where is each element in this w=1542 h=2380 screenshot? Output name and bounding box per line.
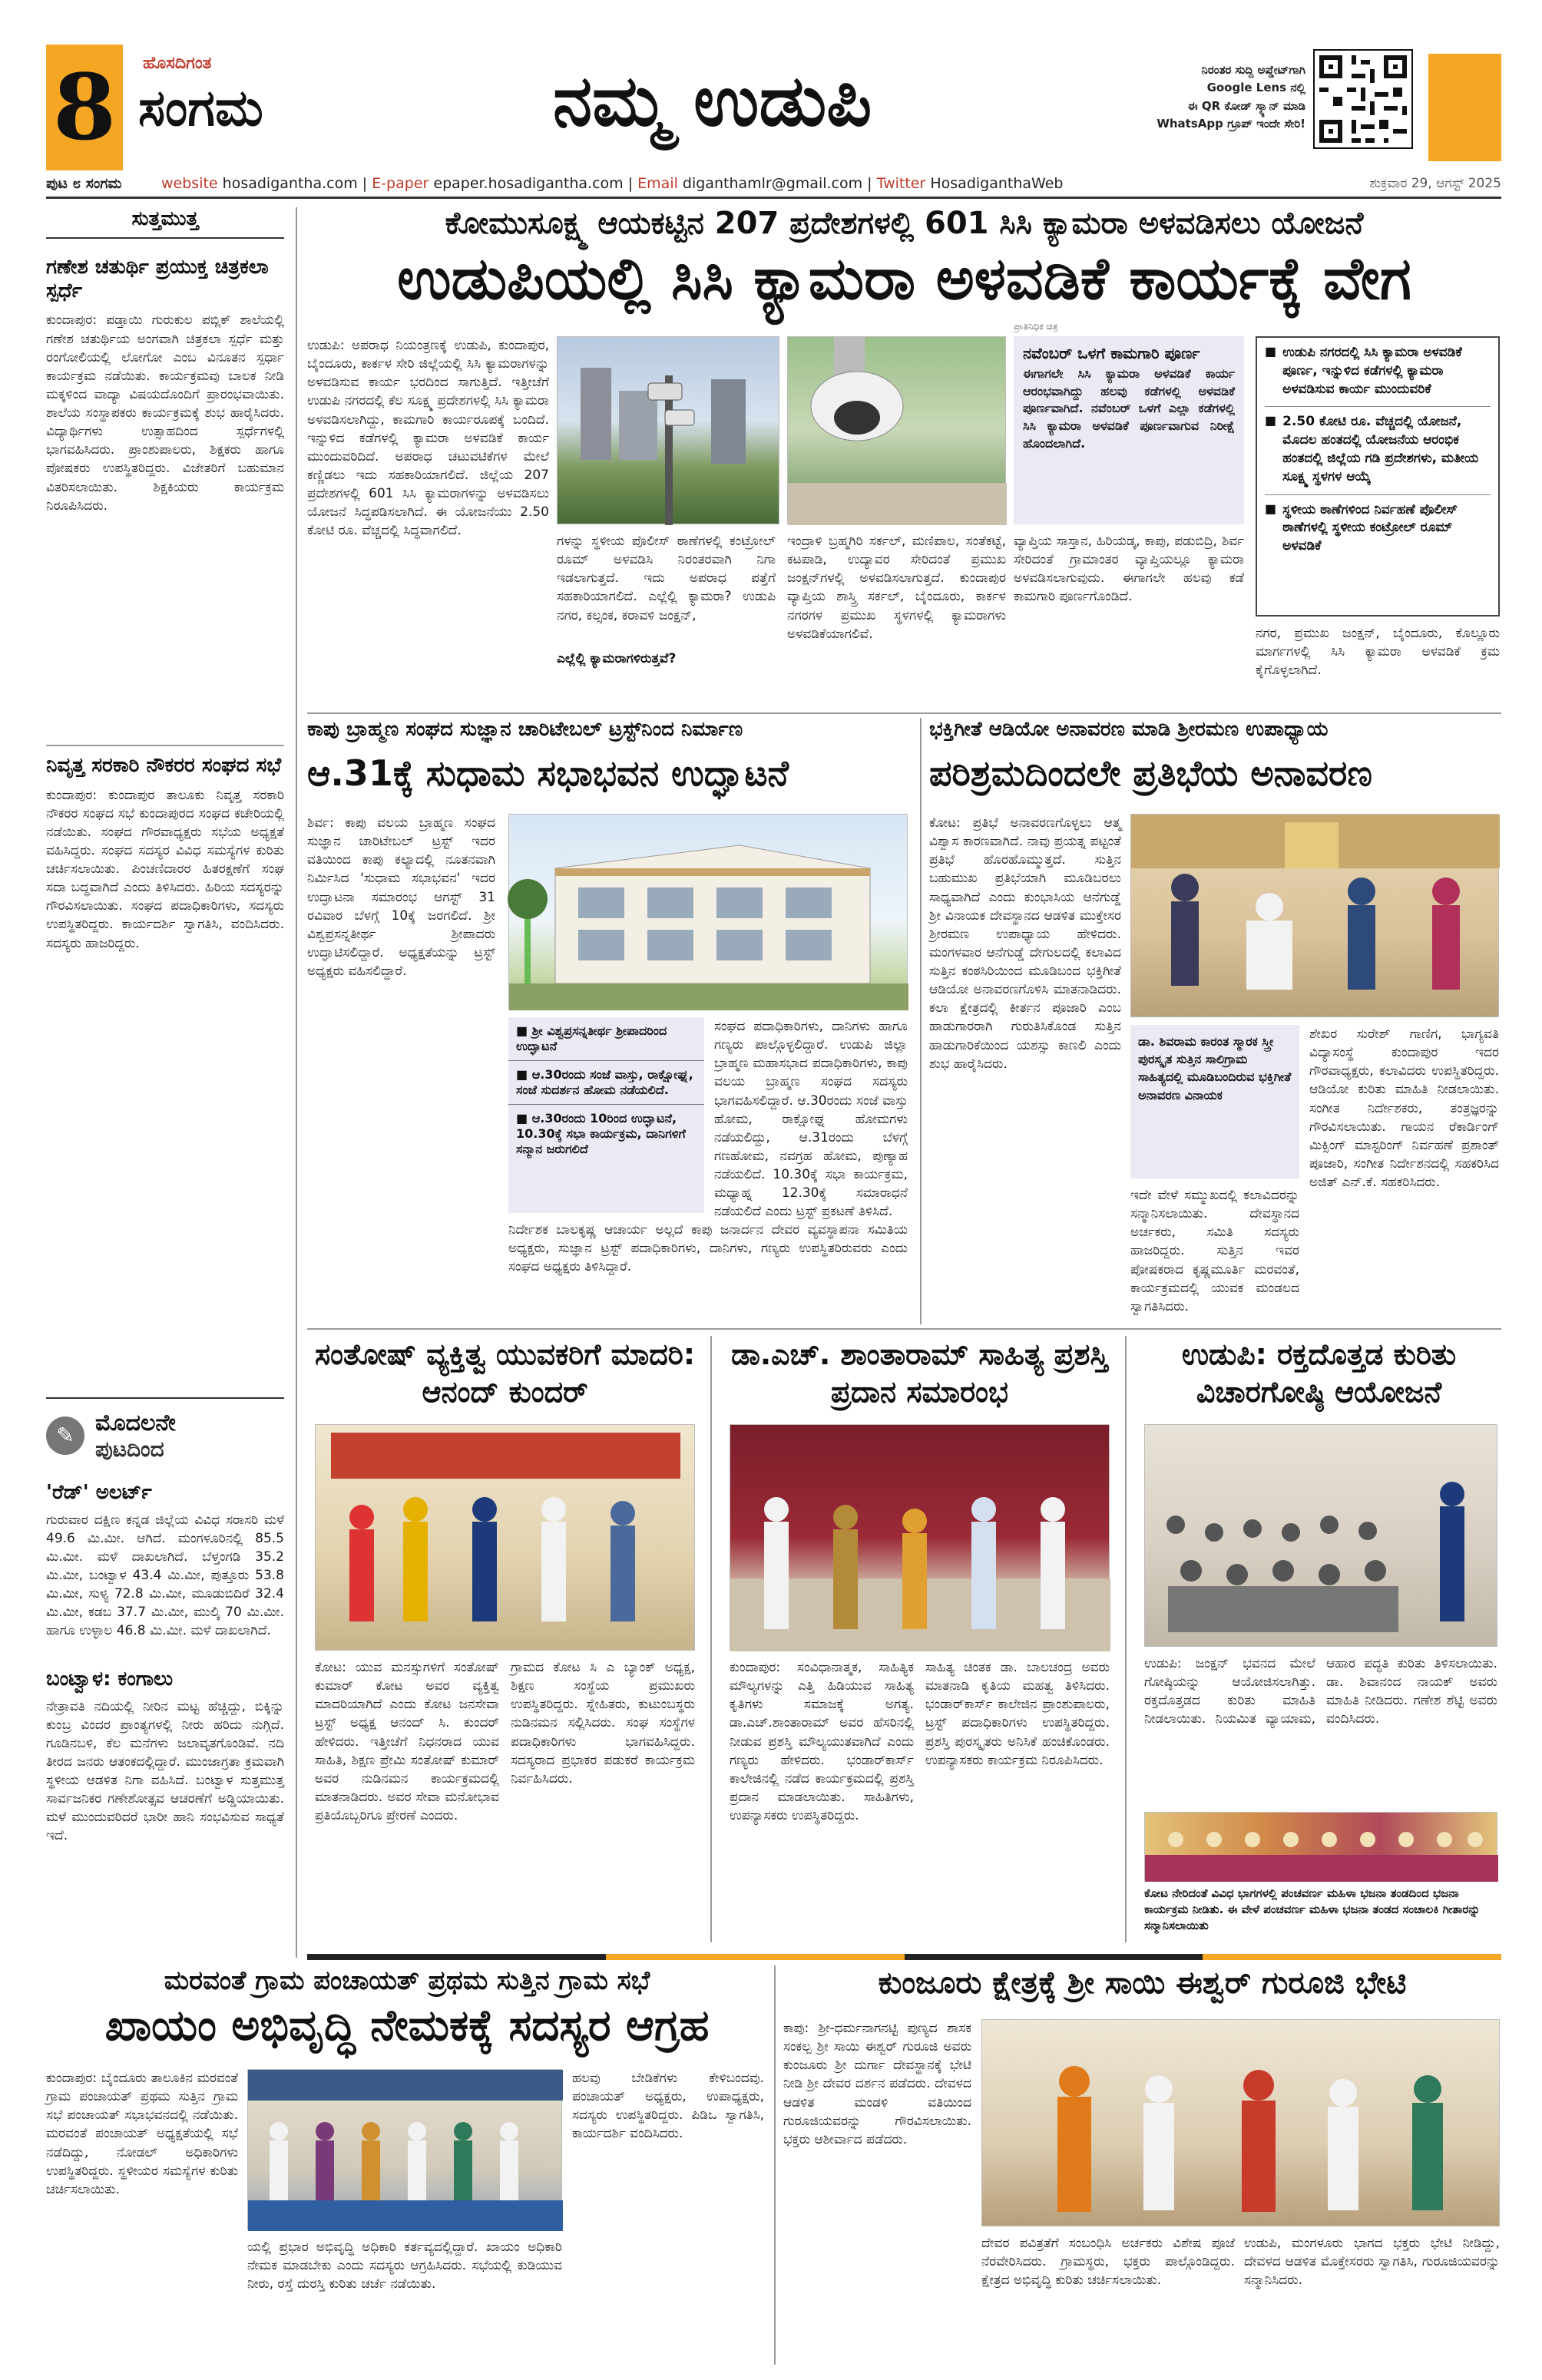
sidebar-story-3-headline: 'ರೆಡ್' ಅಲರ್ಟ್ <box>46 1480 152 1504</box>
lead-bullet-text: ಸ್ಥಳೀಯ ಠಾಣೆಗಳಿಂದ ನಿರ್ವಹಣೆ ಪೊಲೀಸ್ ಠಾಣೆಗಳಲ್ಲಿ ಸ್ಥಳೀಯ ಕಂಟ್ರೋಲ್ ರೂಮ್ ಅಳವಡಿಕೆ <box>1282 501 1458 554</box>
contact-links: website hosadigantha.com | E-paper epaper.hosadigantha.com | Email diganthamlr@gmail.com | Twitter HosadiganthaWeb <box>161 175 1064 192</box>
bullet-square-icon: ■ <box>1265 413 1277 428</box>
sidebar-divider <box>296 207 297 1958</box>
kunjuru-headline: ಕುಂಜೂರು ಕ್ಷೇತ್ರಕ್ಕೆ ಶ್ರೀ ಸಾಯಿ ಈಶ್ವರ್ ಗುರೂಜಿ ಭೇಟಿ <box>878 1965 1407 2001</box>
kunjuru-body-1: ಕಾಪು: ಶ್ರೀ-ಧರ್ಮನಾಗನಟ್ಟಿ ಪುಣ್ಯದ ಶಾಸಕ ಸಂಕಲ್ಪ ಶ್ರೀ ಸಾಯಿ ಈಶ್ವರ್ ಗುರೂಜಿ ಅವರು ಕುಂಜೂರು ಶ್ರೀ ದುರ್ಗಾ ದೇವಸ್ಥಾನಕ್ಕೆ ಭೇಟಿ ನೀಡಿ ಶ್ರೀ ದೇವರ ದರ್ಶನ ಪಡೆದರು. ದೇವಳದ ಆಡಳಿತ ಮಂಡಳಿ ವತಿಯಿಂದ ಗುರೂಜಿಯವರನ್ನು ಗೌರವಿಸಲಾಯಿತು. ಭಕ್ತರು ಆಶೀರ್ವಾದ ಪಡೆದರು. <box>783 2021 971 2147</box>
gram-sabha-photo <box>247 2069 562 2230</box>
divider <box>46 745 284 746</box>
lead-bullet-text: 2.50 ಕೋಟಿ ರೂ. ವೆಚ್ಚದಲ್ಲಿ ಯೋಜನೆ, ಮೊದಲ ಹಂತದಲ್ಲಿ ಯೋಜನೆಯ ಆರಂಭಿಕ ಹಂತದಲ್ಲಿ ಜಿಲ್ಲೆಯ ಗಡಿ ಪ್ರದೇಶಗಳು, ಮತೀಯ ಸೂಕ್ಷ್ಮ ಸ್ಥಳಗಳ ಆಯ್ಕೆ <box>1282 414 1479 484</box>
lead-bullet-text: ಉಡುಪಿ ನಗರದಲ್ಲಿ ಸಿಸಿ ಕ್ಯಾಮರಾ ಅಳವಡಿಕೆ ಪೂರ್ಣ, ಇನ್ನುಳಿದ ಕಡೆಗಳಲ್ಲಿ ಕ್ಯಾಮರಾ ಅಳವಡಿಸುವ ಕಾರ್ಯ ಮುಂದುವರಿಕೆ <box>1282 345 1462 397</box>
blood-headline: ಉಡುಪಿ: ರಕ್ತದೊತ್ತಡ ಕುರಿತು ವಿಚಾರಗೋಷ್ಠಿ ಆಯೋಜನೆ <box>1181 1337 1457 1410</box>
epaper-label: E-paper <box>372 175 429 192</box>
divider <box>774 1965 776 2365</box>
brand-name-small: ಹೊಸದಿಗಂತ <box>143 54 212 73</box>
bullet-square-icon: ■ <box>1265 501 1277 516</box>
lead-bullet <box>1265 494 1491 556</box>
epaper-link[interactable]: epaper.hosadigantha.com <box>433 175 624 192</box>
kunjuru-story <box>783 1965 1501 2365</box>
info-bar <box>46 172 1501 195</box>
sidebar <box>46 207 284 1935</box>
twitter-link[interactable]: HosadiganthaWeb <box>930 175 1064 192</box>
kaapu-body-3: ನಿರ್ದೇಶಕ ಬಾಲಕೃಷ್ಣ ಆಚಾರ್ಯ ಅಲ್ಲದೆ ಕಾಪು ಜನಾರ್ದನ ದೇವರ ವ್ಯವಸ್ಥಾಪನಾ ಸಮಿತಿಯ ಅಧ್ಯಕ್ಷರು, ಸುಜ್ಞಾನ ಟ್ರಸ್ಟ್ ಪದಾಧಿಕಾರಿಗಳು, ದಾನಿಗಳು, ಗಣ್ಯರು ಉಪಸ್ಥಿತರಿರುವರು ಎಂದು ಸಂಘದ ಅಧ್ಯಕ್ಷರು ತಿಳಿಸಿದ್ದಾರೆ. <box>508 1222 908 1275</box>
lead-bullet <box>1265 344 1491 398</box>
kunjuru-body-2: ದೇವರ ಪವಿತ್ರತೆಗೆ ಸಂಬಂಧಿಸಿ ಅರ್ಚಕರು ವಿಶೇಷ ಪೂಜೆ ನೆರವೇರಿಸಿದರು. ಗ್ರಾಮಸ್ಥರು, ಭಕ್ತರು ಪಾಲ್ಗೊಂಡಿದ್ದರು. ಕ್ಷೇತ್ರದ ಅಭಿವೃದ್ಧಿ ಕುರಿತು ಚರ್ಚಿಸಲಾಯಿತು. <box>981 2236 1235 2289</box>
kaapu-infobox <box>508 1017 704 1213</box>
lead-col-2-subhead: ಎಲ್ಲೆಲ್ಲಿ ಕ್ಯಾಮರಾಗಳಿರುತ್ತವೆ? <box>557 651 776 666</box>
qr-instructions <box>1113 61 1305 133</box>
bhajan-caption: ಕೋಟ ನೇರಿದಂತೆ ವಿವಿಧ ಭಾಗಗಳಲ್ಲಿ ಪಂಚವರ್ಣ ಮಹಿಳಾ ಭಜನಾ ತಂಡದಿಂದ ಭಜನಾ ಕಾರ್ಯಕ್ರಮ ನೀಡಿತು. ಈ ವೇಳೆ ಪಂಚವರ್ಣ ಮಹಿಳಾ ಭಜನಾ ತಂಡದ ಸಂಚಾಲಕಿ ಗೀತಾರನ್ನು ಸನ್ಮಾನಿಸಲಾಯಿತು <box>1144 1886 1481 1932</box>
maravanthe-headline: ಖಾಯಂ ಅಭಿವೃದ್ಧಿ ನೇಮಕಕ್ಕೆ ಸದಸ್ಯರ ಆಗ್ರಹ <box>104 2001 710 2051</box>
qr-code-icon[interactable] <box>1313 49 1413 149</box>
santosh-event-photo <box>315 1424 695 1651</box>
sidebar-story-4-headline: ಬಂಟ್ವಾಳ: ಕಂಗಾಲು <box>46 1667 174 1691</box>
city-title: ನಮ್ಮ ಉಡುಪಿ <box>553 60 872 142</box>
bhakti-body-4-text: ಗಾಯನ ರೆಕಾರ್ಡಿಂಗ್ ಮಿಕ್ಸಿಂಗ್ ಮಾಸ್ಟರಿಂಗ್ ನಿರ್ವಹಣೆ ಪ್ರಶಾಂತ್ ಪೂಜಾರಿ, ಸಂಗೀತ ನಿರ್ದೇಶನದಲ್ಲಿ ಸಹಕರಿಸಿದ ಅಜಿತ್ ಎನ್.ಕೆ. ಸಹಕರಿಸಿದರು. <box>1309 1119 1500 1190</box>
decorative-block <box>1428 54 1501 161</box>
sidebar-story-2-body: ಕುಂದಾಪುರ: ಕುಂದಾಪುರ ತಾಲೂಕು ನಿವೃತ್ತ ಸರಕಾರಿ ನೌಕರರ ಸಂಘದ ಸಭೆ ಕುಂದಾಪುರದ ಸಂಘದ ಕಚೇರಿಯಲ್ಲಿ ನಡೆಯಿತು. ಸಂಘದ ಗೌರವಾಧ್ಯಕ್ಷರು ಸಭೆಯ ಅಧ್ಯಕ್ಷತೆ ವಹಿಸಿದ್ದರು. ಸಂಘದ ಸದಸ್ಯರ ವಿವಿಧ ಸಮಸ್ಯೆಗಳ ಕುರಿತು ಚರ್ಚಿಸಲಾಯಿತು. ಪಿಂಚಣಿದಾರರ ಹಿತರಕ್ಷಣೆಗೆ ಸಂಘ ಸದಾ ಬದ್ಧವಾಗಿದೆ ಎಂದು ತಿಳಿಸಿದರು. ಹಿರಿಯ ಸದಸ್ಯರನ್ನು ಗೌರವಿಸಲಾಯಿತು. ಸಂಘದ ಪದಾಧಿಕಾರಿಗಳು, ಸದಸ್ಯರು ಉಪಸ್ಥಿತರಿದ್ದರು. ಕಾರ್ಯದರ್ಶಿ ಸ್ವಾಗತಿಸಿ, ವಂದಿಸಿದರು. ಸದಸ್ಯರು ಹಾಜರಿದ್ದರು. <box>46 787 284 951</box>
divider <box>1125 1336 1127 1942</box>
divider <box>307 712 1501 714</box>
lead-col-1: ಉಡುಪಿ: ಅಪರಾಧ ನಿಯಂತ್ರಣಕ್ಕೆ ಉಡುಪಿ, ಕುಂದಾಪುರ, ಬೈಂದೂರು, ಕಾರ್ಕಳ ಸೇರಿ ಜಿಲ್ಲೆಯಲ್ಲಿ ಸಿಸಿ ಕ್ಯಾಮರಾಗಳನ್ನು ಅಳವಡಿಸುವ ಕಾರ್ಯ ಭರದಿಂದ ಸಾಗುತ್ತಿದೆ. ಇತ್ತೀಚೆಗೆ ಉಡುಪಿ ನಗರದಲ್ಲಿ ಕೆಲ ಸೂಕ್ಷ್ಮ ಪ್ರದೇಶಗಳಲ್ಲಿ ಸಿಸಿ ಕ್ಯಾಮರಾ ಅಳವಡಿಸಲಾಗಿದ್ದು, ಕಾಮಗಾರಿ ಕಾರ್ಯರೂಪಕ್ಕೆ ಬಂದಿದೆ. ಇನ್ನುಳಿದ ಕಡೆಗಳಲ್ಲಿ ಕ್ಯಾಮರಾ ಅಳವಡಿಕೆ ಕಾರ್ಯ ಮುಂದುವರಿದಿದೆ. ಅಪರಾಧ ಚಟುವಟಿಕೆಗಳ ಮೇಲೆ ಕಣ್ಣಿಡಲು ಇದು ಸಹಕಾರಿಯಾಗಲಿದೆ. ಜಿಲ್ಲೆಯ 207 ಪ್ರದೇಶಗಳಲ್ಲಿ 601 ಸಿಸಿ ಕ್ಯಾಮರಾಗಳನ್ನು ಅಳವಡಿಸಲು ಯೋಜನೆ ಸಿದ್ಧಪಡಿಸಲಾಗಿದೆ. ಈ ಯೋಜನೆಯು 2.50 ಕೋಟಿ ರೂ. ವೆಚ್ಚದಲ್ಲಿ ಸಿದ್ಧವಾಗಲಿದೆ. <box>307 338 549 539</box>
bhakti-body-3: ಇದೇ ವೇಳೆ ಸಮ್ಮುಖದಲ್ಲಿ ಕಲಾವಿದರನ್ನು ಸನ್ಮಾನಿಸಲಾಯಿತು. ದೇವಸ್ಥಾನದ ಅರ್ಚಕರು, ಸಮಿತಿ ಸದಸ್ಯರು ಹಾಜರಿದ್ದರು. ಸುತ್ತಿನ ಇವರ ಪೋಷಕರಾದ ಕೃಷ್ಣಮೂರ್ತಿ ಮರವಂತೆ, ಕಾರ್ಯಕ್ರಮದಲ್ಲಿ ಯುವಕ ಮಂಡಲದ ಸ್ವಾಗತಿಸಿದರು. <box>1130 1188 1299 1314</box>
kaapu-info-item-text: ಆ.30ರಂದು 10ರಿಂದ ಉದ್ಘಾಟನೆ, 10.30ಕ್ಕೆ ಸಭಾ ಕಾರ್ಯಕ್ರಮ, ದಾನಿಗಳಿಗೆ ಸನ್ಮಾನ ಜರುಗಲಿದೆ <box>516 1111 686 1156</box>
santosh-body-2: ಗ್ರಾಮದ ಕೋಟ ಸಿ ಎ ಬ್ಯಾಂಕ್ ಅಧ್ಯಕ್ಷ, ಶಿಕ್ಷಣ ಸಂಸ್ಥೆಯ ಪ್ರಮುಖರು ಉಪಸ್ಥಿತರಿದ್ದರು. ಸ್ನೇಹಿತರು, ಕುಟುಂಬಸ್ಥರು ನುಡಿನಮನ ಸಲ್ಲಿಸಿದರು. ಸಂಘ ಸಂಸ್ಥೆಗಳ ಪದಾಧಿಕಾರಿಗಳು ಭಾಗವಹಿಸಿದ್ದರು. ಸದಸ್ಯರಾದ ಪ್ರಭಾಕರ ಪಡುಕರೆ ಕಾರ್ಯಕ್ರಮ ನಿರ್ವಹಿಸಿದರು. <box>511 1660 695 1787</box>
guruji-visit-photo <box>981 2019 1500 2226</box>
bhakti-kicker: ಭಕ್ತಿಗೀತೆ ಆಡಿಯೋ ಅನಾವರಣ ಮಾಡಿ ಶ್ರೀರಮಣ ಉಪಾಧ್ಯಾಯ <box>929 718 1329 741</box>
kaapu-kicker: ಕಾಪು ಬ್ರಾಹ್ಮಣ ಸಂಘದ ಸುಜ್ಞಾನ ಚಾರಿಟೇಬಲ್ ಟ್ರಸ್ಟ್‌ನಿಂದ ನಿರ್ಮಾಣ <box>307 718 743 741</box>
email-link[interactable]: diganthamlr@gmail.com <box>682 175 863 192</box>
santosh-headline: ಸಂತೋಷ್ ವ್ಯಕ್ತಿತ್ವ ಯುವಕರಿಗೆ ಮಾದರಿ: ಆನಂದ್ ಕುಂದರ್ <box>314 1337 696 1410</box>
website-label: website <box>161 175 218 192</box>
front-page-label-line: ಮೊದಲನೇ <box>95 1409 176 1436</box>
dome-camera-photo <box>787 336 1006 524</box>
bhakti-headline: ಪರಿಶ್ರಮದಿಂದಲೇ ಪ್ರತಿಭೆಯ ಅನಾವರಣ <box>929 752 1372 794</box>
maravanthe-story <box>46 1965 768 2365</box>
maravanthe-body-3: ಹಲವು ಬೇಡಿಕೆಗಳು ಕೇಳಿಬಂದವು. ಪಂಚಾಯತ್ ಅಧ್ಯಕ್ಷರು, ಉಪಾಧ್ಯಕ್ಷರು, ಸದಸ್ಯರು ಉಪಸ್ಥಿತರಿದ್ದರು. ಪಿಡಿಒ ಸ್ವಾಗತಿಸಿ, ಕಾರ್ಯದರ್ಶಿ ವಂದಿಸಿದರು. <box>572 2071 764 2142</box>
kaapu-headline: ಆ.31ಕ್ಕೆ ಸುಧಾಮ ಸಭಾಭವನ ಉದ್ಘಾಟನೆ <box>307 752 789 794</box>
masthead-divider <box>46 197 1501 199</box>
sidebar-story-1-body: ಕುಂದಾಪುರ: ಪಡ್ತಾಯಿ ಗುರುಕುಲ ಪಬ್ಲಿಕ್ ಶಾಲೆಯಲ್ಲಿ ಗಣೇಶ ಚತುರ್ಥಿಯ ಅಂಗವಾಗಿ ಚಿತ್ರಕಲಾ ಸ್ಪರ್ಧೆ ಮತ್ತು ರಂಗೋಲಿಯಲ್ಲಿ ಲೋಗೋ ಎಂಬ ವಿನೂತನ ಸ್ಪರ್ಧಾ ಕಾರ್ಯಕ್ರಮ ನಡೆಯಿತು. ಕಾರ್ಯಕ್ರಮವು ಬಾಲಕ ನೀಡಿ ಮಕ್ಕಳಿಂದ ವಾದ್ಯಾ ವಿಷಯದೊಂದಿಗೆ ಪ್ರಾರಂಭವಾಯಿತು. ಶಾಲೆಯ ಸಂಸ್ಥಾಪಕರು ಕಾರ್ಯಕ್ರಮಕ್ಕೆ ಶುಭ ಹಾರೈಸಿದರು. ವಿದ್ಯಾರ್ಥಿಗಳು ಉತ್ಸಾಹದಿಂದ ಸ್ಪರ್ಧೆಗಳಲ್ಲಿ ಭಾಗವಹಿಸಿದರು. ಪ್ರಾಂಶುಪಾಲರು, ಶಿಕ್ಷಕರು ಹಾಗೂ ಪೋಷಕರು ಉಪಸ್ಥಿತರಿದ್ದರು. ವಿಜೇತರಿಗೆ ಬಹುಮಾನ ವಿತರಿಸಲಾಯಿತು. ಶಿಕ್ಷಕಿಯರು ಕಾರ್ಯಕ್ರಮ ನಿರೂಪಿಸಿದರು. <box>46 312 284 514</box>
section-band <box>307 1954 1501 1960</box>
shantaram-body-1: ಕುಂದಾಪುರ: ಸಂವಿಧಾನಾತ್ಮಕ, ಸಾಹಿತ್ಯಿಕ ಮೌಲ್ಯಗಳನ್ನು ಎತ್ತಿ ಹಿಡಿಯುವ ಸಾಹಿತ್ಯ ಕೃತಿಗಳು ಸಮಾಜಕ್ಕೆ ಅಗತ್ಯ. ಡಾ.ಎಚ್.ಶಾಂತಾರಾಮ್ ಅವರ ಹೆಸರಿನಲ್ಲಿ ನೀಡುವ ಪ್ರಶಸ್ತಿ ಮೌಲ್ಯಯುತವಾಗಿದೆ ಎಂದು ಗಣ್ಯರು ಹೇಳಿದರು. ಭಂಡಾರ್‌ಕಾರ್ಸ್ ಕಾಲೇಜಿನಲ್ಲಿ ನಡೆದ ಕಾರ್ಯಕ್ರಮದಲ್ಲಿ ಪ್ರಶಸ್ತಿ ಪ್ರದಾನ ಮಾಡಲಾಯಿತು. ಸಾಹಿತಿಗಳು, ಉಪನ್ಯಾಸಕರು ಉಪಸ್ಥಿತರಿದ್ದರು. <box>730 1660 914 1823</box>
bhakti-body-1: ಕೋಟ: ಪ್ರತಿಭೆ ಅನಾವರಣಗೊಳ್ಳಲು ಆತ್ಮ ವಿಶ್ವಾಸ ಕಾರಣವಾಗಿದೆ. ನಾವು ಪ್ರಯತ್ನ ಪಟ್ಟಂತೆ ಪ್ರತಿಭೆ ಹೊರಹೊಮ್ಮುತ್ತದೆ. ಸುತ್ತಿನ ಬಹುಮುಖ ಪ್ರತಿಭೆಯಾಗಿ ಮೂಡಿಬರಲು ಸಾಧ್ಯವಾಗಿದೆ ಎಂದು ಕುಂಭಾಸಿಯ ಆನೆಗುಡ್ಡೆ ಶ್ರೀ ವಿನಾಯಕ ದೇವಸ್ಥಾನದ ಆಡಳಿತ ಮುಕ್ತೇಸರ ಶ್ರೀರಮಣ ಉಪಾಧ್ಯಾಯ ಹೇಳಿದರು. ಮಂಗಳವಾರ ಆನೆಗುಡ್ಡೆ ದೇಗುಲದಲ್ಲಿ ಕಲಾವಿದ ಸುತ್ತಿನ ಕಂಠಸಿರಿಯಿಂದ ಮೂಡಿಬಂದ ಭಕ್ತಿಗೀತೆ ಆಡಿಯೋ ಅನಾವರಣಗೊಳಿಸಿ ಮಾತನಾಡಿದರು. ಕಲಾ ಕ್ಷೇತ್ರದಲ್ಲಿ ಕೀರ್ತನ ಪೂಜಾರಿ ಎಂಬ ಹಾಡುಗಾರರಾಗಿ ಗುರುತಿಸಿಕೊಂಡ ಸುತ್ತಿನ ಹಾಡುಗಾರಿಕೆಯಿಂದ ಯಶಸ್ಸು ಕಾಣಲಿ ಎಂದು ಶುಭ ಹಾರೈಸಿದರು. <box>929 815 1121 1072</box>
kaapu-info-item: ■ ಶ್ರೀ ವಿಶ್ವಪ್ರಸನ್ನತೀರ್ಥ ಶ್ರೀಪಾದರಿಂದ ಉದ್ಘಾಟನೆ <box>508 1017 704 1061</box>
front-page-label-line: ಪುಟದಿಂದ <box>95 1436 164 1462</box>
shantaram-body-2: ಸಾಹಿತ್ಯ ಚಿಂತಕ ಡಾ. ಬಾಲಚಂದ್ರ ಅವರು ಮಾತನಾಡಿ ಕೃತಿಯ ಮಹತ್ವ ತಿಳಿಸಿದರು. ಭಂಡಾರ್‌ಕಾರ್ಸ್ ಕಾಲೇಜಿನ ಪ್ರಾಂಶುಪಾಲರು, ಟ್ರಸ್ಟ್ ಪದಾಧಿಕಾರಿಗಳು ಉಪಸ್ಥಿತರಿದ್ದರು. ಪ್ರಶಸ್ತಿ ಪುರಸ್ಕೃತರು ಅನಿಸಿಕೆ ಹಂಚಿಕೊಂಡರು. ಉಪನ್ಯಾಸಕರು ಕಾರ್ಯಕ್ರಮ ನಿರೂಪಿಸಿದರು. <box>925 1660 1110 1768</box>
lead-kicker: ಕೋಮುಸೂಕ್ಷ್ಮ ಆಯಕಟ್ಟಿನ 207 ಪ್ರದೇಶಗಳಲ್ಲಿ 601 ಸಿಸಿ ಕ್ಯಾಮರಾ ಅಳವಡಿಸಲು ಯೋಜನೆ <box>445 206 1364 241</box>
twitter-label: Twitter <box>876 175 926 192</box>
kaapu-info-item-text: ಆ.30ರಂದು ಸಂಜೆ ವಾಸ್ತು, ರಾಕ್ಷೋಘ್ನ, ಸಂಜೆ ಸುದರ್ಶನ ಹೋಮ ನಡೆಯಲಿದೆ. <box>516 1067 693 1097</box>
kaapu-info-item: ■ ಆ.30ರಂದು 10ರಿಂದ ಉದ್ಘಾಟನೆ, 10.30ಕ್ಕೆ ಸಭಾ ಕಾರ್ಯಕ್ರಮ, ದಾನಿಗಳಿಗೆ ಸನ್ಮಾನ ಜರುಗಲಿದೆ <box>516 1111 686 1156</box>
divider <box>710 1336 712 1942</box>
front-page-label <box>46 1397 284 1463</box>
lead-col-4: ವ್ಯಾಪ್ತಿಯ ಸಾಸ್ತಾನ, ಹಿರಿಯಡ್ಕ, ಕಾಪು, ಪಡುಬಿದ್ರಿ, ಶಿರ್ವ ಸೇರಿದಂತೆ ಗ್ರಾಮಾಂತರ ವ್ಯಾಪ್ತಿಯಲ್ಲೂ ಕ್ಯಾಮರಾ ಅಳವಡಿಸಲಾಗುವುದು. ಈಗಾಗಲೇ ಹಲವು ಕಡೆ ಕಾಮಗಾರಿ ಪೂರ್ಣಗೊಂಡಿದೆ. <box>1014 534 1244 605</box>
santosh-story <box>307 1336 703 1942</box>
divider <box>920 718 922 1324</box>
bhajan-team-photo <box>1144 1812 1497 1881</box>
kaapu-info-item: ■ ಆ.30ರಂದು ಸಂಜೆ ವಾಸ್ತು, ರಾಕ್ಷೋಘ್ನ, ಸಂಜೆ ಸುದರ್ಶನ ಹೋಮ ನಡೆಯಲಿದೆ. <box>508 1061 704 1105</box>
maravanthe-body-1: ಕುಂದಾಪುರ: ಬೈಂದೂರು ತಾಲೂಕಿನ ಮರವಂತೆ ಗ್ರಾಮ ಪಂಚಾಯತ್ ಪ್ರಥಮ ಸುತ್ತಿನ ಗ್ರಾಮ ಸಭೆ ಪಂಚಾಯತ್ ಸಭಾಭವನದಲ್ಲಿ ನಡೆಯಿತು. ಮರವಂತೆ ಪಂಚಾಯತ್ ಅಧ್ಯಕ್ಷತೆಯಲ್ಲಿ ಸಭೆ ನಡೆದಿದ್ದು, ನೋಡಲ್ ಅಧಿಕಾರಿಗಳು ಉಪಸ್ಥಿತರಿದ್ದರು. ಸ್ಥಳೀಯರ ಸಮಸ್ಯೆಗಳ ಕುರಿತು ಚರ್ಚಿಸಲಾಯಿತು. <box>46 2071 238 2197</box>
email-label: Email <box>637 175 678 192</box>
lead-bullets-tail: ನಗರ, ಪ್ರಮುಖ ಜಂಕ್ಷನ್, ಬೈಂದೂರು, ಕೊಲ್ಲೂರು ಮಾರ್ಗಗಳಲ್ಲಿ ಸಿಸಿ ಕ್ಯಾಮರಾ ಅಳವಡಿಕೆ ಕ್ರಮ ಕೈಗೊಳ್ಳಲಾಗಿದೆ. <box>1256 626 1500 679</box>
sidebar-story-4-body: ನೇತ್ರಾವತಿ ನದಿಯಲ್ಲಿ ನೀರಿನ ಮಟ್ಟ ಹೆಚ್ಚಿದ್ದು, ಬಿಕ್ಕಿನ್ನು ಕುಂಬ್ರ ವಿಂದರ ಪ್ರಾಂತ್ಯಗಳಲ್ಲಿ ನೀರು ಹರಿದು ನುಗ್ಗಿದೆ. ಗೂಡಿನಬಳಿ, ಕೆಲ ಮನೆಗಳು ಜಲಾವೃತಗೊಂಡಿವೆ. ನದಿ ತೀರದ ಜನರು ಆತಂಕದಲ್ಲಿದ್ದಾರೆ. ಮುಂಜಾಗ್ರತಾ ಕ್ರಮವಾಗಿ ಸ್ಥಳೀಯ ಆಡಳಿತ ನಿಗಾ ವಹಿಸಿದೆ. ಬಂಟ್ವಾಳ ಸುತ್ತಮುತ್ತ ಸಾರ್ವಜನಿಕರ ಗಣೇಶೋತ್ಸವ ಆಚರಣೆಗೆ ಅಡ್ಡಿಯಾಯಿತು. ಮಳೆ ಮುಂದುವರಿದರೆ ಭಾರೀ ಹಾನಿ ಸಂಭವಿಸುವ ಸಾಧ್ಯತೆ ಇದೆ. <box>46 1698 284 1844</box>
kaapu-body-2: ಸಂಘದ ಪದಾಧಿಕಾರಿಗಳು, ದಾನಿಗಳು ಹಾಗೂ ಗಣ್ಯರು ಪಾಲ್ಗೊಳ್ಳಲಿದ್ದಾರೆ. ಉಡುಪಿ ಜಿಲ್ಲಾ ಬ್ರಾಹ್ಮಣ ಮಹಾಸಭಾದ ಪದಾಧಿಕಾರಿಗಳು, ಕಾಪು ವಲಯ ಬ್ರಾಹ್ಮಣ ಸಂಘದ ಸದಸ್ಯರು ಭಾಗವಹಿಸಲಿದ್ದಾರೆ. ಆ.30ರಂದು ಸಂಜೆ ವಾಸ್ತು ಹೋಮ, ರಾಕ್ಷೋಘ್ನ ಹೋಮಗಳು ನಡೆಯಲಿದ್ದು, ಆ.31ರಂದು ಬೆಳಗ್ಗೆ ಗಣಹೋಮ, ನವಗ್ರಹ ಹೋಮ, ಪುಣ್ಯಾಹ ನಡೆಯಲಿದೆ. 10.30ಕ್ಕೆ ಸಭಾ ಕಾರ್ಯಕ್ರಮ, ಮಧ್ಯಾಹ್ನ 12.30ಕ್ಕೆ ಸಮಾರಾಧನೆ ನಡೆಯಲಿದೆ ಎಂದು ಟ್ರಸ್ಟ್ ಪ್ರಕಟಣೆ ತಿಳಿಸಿದೆ. <box>714 1019 908 1220</box>
section-brand: ಸಂಗಮ <box>138 78 263 137</box>
blood-pressure-story <box>1137 1336 1501 1942</box>
qr-line: ಈ QR ಕೋಡ್ ಸ್ಕ್ಯಾನ್ ಮಾಡಿ <box>1187 98 1305 113</box>
cctv-pole-photo <box>557 336 779 524</box>
lead-story <box>307 206 1501 709</box>
qr-line: Google Lens ನಲ್ಲಿ <box>1206 81 1305 95</box>
sidebar-story-1-headline: ಗಣೇಶ ಚತುರ್ಥಿ ಪ್ರಯುಕ್ತ ಚಿತ್ರಕಲಾ ಸ್ಪರ್ಧೆ <box>46 256 269 303</box>
lead-bullets-box <box>1256 336 1500 616</box>
website-link[interactable]: hosadigantha.com <box>222 175 358 192</box>
divider <box>307 1328 1501 1330</box>
lead-headline: ಉಡುಪಿಯಲ್ಲಿ ಸಿಸಿ ಕ್ಯಾಮರಾ ಅಳವಡಿಕೆ ಕಾರ್ಯಕ್ಕೆ ವೇಗ <box>397 244 1411 312</box>
blood-body: ಉಡುಪಿ: ಜಂಕ್ಷನ್ ಭವನದ ಮೇಲೆ ಗೋಷ್ಠಿಯನ್ನು ಆಯೋಜಿಸಲಾಗಿತ್ತು. ರಕ್ತದೊತ್ತಡದ ಕುರಿತು ಮಾಹಿತಿ ನೀಡಲಾಯಿತು. ನಿಯಮಿತ ವ್ಯಾಯಾಮ, ಆಹಾರ ಪದ್ಧತಿ ಕುರಿತು ತಿಳಿಸಲಾಯಿತು. ಡಾ. ಶಿವಾನಂದ ನಾಯಕ್ ಅವರು ಮಾಹಿತಿ ನೀಡಿದರು. ಗಣೇಶ ಶೆಟ್ಟಿ ಅವರು ವಂದಿಸಿದರು. <box>1144 1656 1497 1727</box>
section-label: ಪುಟ ೮ ಸಂಗಮ <box>46 175 122 192</box>
audio-release-photo <box>1130 814 1499 1017</box>
bhakti-body-2 <box>1309 1025 1499 1305</box>
bhakti-infobox-text: ಡಾ. ಶಿವರಾಮ ಕಾರಂತ ಸ್ಮಾರಕ ಸ್ತ್ರೀ ಪುರಸ್ಕೃತ ಸುತ್ತಿನ ಸಾಲಿಗ್ರಾಮ ಸಾಹಿತ್ಯದಲ್ಲಿ ಮೂಡಿಬಂದಿರುವ ಭಕ್ತಿಗೀತೆ ಅನಾವರಣ ವಿನಾಯಕ <box>1138 1034 1292 1102</box>
sidebar-column-title: ಸುತ್ತಮುತ್ತ <box>46 207 284 239</box>
shantaram-headline: ಡಾ.ಎಚ್. ಶಾಂತಾರಾಮ್ ಸಾಹಿತ್ಯ ಪ್ರಶಸ್ತಿ ಪ್ರದಾನ ಸಮಾರಂಭ <box>731 1337 1108 1410</box>
kaapu-story <box>307 718 914 1324</box>
seminar-photo <box>1144 1424 1497 1647</box>
sudhama-hall-photo <box>508 814 908 1010</box>
lead-bullet <box>1265 406 1491 486</box>
bhakti-infobox <box>1130 1025 1299 1178</box>
qr-line: WhatsApp ಗ್ರೂಪ್ ಇಂದೇ ಸೇರಿ! <box>1156 116 1305 131</box>
qr-line: ನಿರಂತರ ಸುದ್ದಿ ಅಪ್ಡೇಟ್‌ಗಾಗಿ <box>1201 63 1305 77</box>
maravanthe-body-2: ಯಲ್ಲಿ ಪ್ರಭಾರ ಅಭಿವೃದ್ಧಿ ಅಧಿಕಾರಿ ಕರ್ತವ್ಯದಲ್ಲಿದ್ದಾರೆ. ಖಾಯಂ ಅಧಿಕಾರಿ ನೇಮಕ ಮಾಡಬೇಕು ಎಂದು ಸದಸ್ಯರು ಆಗ್ರಹಿಸಿದರು. ಸಭೆಯಲ್ಲಿ ಕುಡಿಯುವ ನೀರು, ರಸ್ತೆ ದುರಸ್ತಿ ಕುರಿತು ಚರ್ಚೆ ನಡೆಯಿತು. <box>247 2240 562 2292</box>
kunjuru-body-3: ಉಡುಪಿ, ಮಂಗಳೂರು ಭಾಗದ ಭಕ್ತರು ಭೇಟಿ ನೀಡಿದ್ದು, ದೇವಳದ ಆಡಳಿತ ಮೊಕ್ತೇಸರರು ಸ್ವಾಗತಿಸಿ, ಗುರೂಜಿಯವರನ್ನು ಸನ್ಮಾನಿಸಿದರು. <box>1244 2236 1500 2289</box>
pencil-icon: ✎ <box>46 1416 84 1455</box>
kaapu-body-1: ಶಿರ್ವ: ಕಾಪು ವಲಯ ಬ್ರಾಹ್ಮಣ ಸಂಘದ ಸುಜ್ಞಾನ ಚಾರಿಟೇಬಲ್ ಟ್ರಸ್ಟ್ ಇದರ ವತಿಯಿಂದ ಕಾಪು ಕಲ್ಯಾದಲ್ಲಿ ನೂತನವಾಗಿ ನಿರ್ಮಿಸಿದ 'ಸುಧಾಮ ಸಭಾಭವನ' ಇದರ ಉದ್ಘಾಟನಾ ಸಮಾರಂಭ ಆಗಸ್ಟ್ 31 ರವಿವಾರ ಬೆಳಗ್ಗೆ 10ಕ್ಕೆ ಜರಗಲಿದೆ. ಶ್ರೀ ವಿಶ್ವಪ್ರಸನ್ನತೀರ್ಥ ಶ್ರೀಪಾದರು ಉದ್ಘಾಟಿಸಲಿದ್ದಾರೆ. ಅಧ್ಯಕ್ಷತೆಯನ್ನು ಟ್ರಸ್ಟ್ ಅಧ್ಯಕ್ಷರು ವಹಿಸಲಿದ್ದಾರೆ. <box>307 815 495 979</box>
bullet-square-icon: ■ <box>1265 344 1277 359</box>
sidebar-story-2-headline: ನಿವೃತ್ತ ಸರಕಾರಿ ನೌಕರರ ಸಂಘದ ಸಭೆ <box>46 754 282 778</box>
maravanthe-kicker: ಮರವಂತೆ ಗ್ರಾಮ ಪಂಚಾಯತ್‌ ಪ್ರಥಮ ಸುತ್ತಿನ ಗ್ರಾಮ ಸಭೆ <box>164 1965 650 1996</box>
award-ceremony-photo <box>730 1424 1110 1651</box>
bhakti-body-2-text: ಶೇಖರ ಸುರೇಶ್ ಗಾಣಿಗ, ಭಾಗ್ಯವತಿ ವಿದ್ಯಾಸಂಸ್ಥೆ ಕುಂದಾಪುರ ಇದರ ಗೌರವಾಧ್ಯಕ್ಷರು, ಕಲಾವಿದರು ಉಪಸ್ಥಿತರಿದ್ದರು. ಆಡಿಯೋ ಕುರಿತು ಮಾಹಿತಿ ನೀಡಲಾಯಿತು. ಸಂಗೀತ ನಿರ್ದೇಶಕರು, ತಂತ್ರಜ್ಞರನ್ನು ಗೌರವಿಸಲಾಯಿತು. <box>1309 1026 1499 1135</box>
issue-date: ಶುಕ್ರವಾರ 29, ಆಗಸ್ಟ್ 2025 <box>1369 176 1501 191</box>
bhakti-story <box>929 718 1501 1324</box>
sidebar-story-3-body: ಗುರುವಾರ ದಕ್ಷಿಣ ಕನ್ನಡ ಜಿಲ್ಲೆಯ ವಿವಿಧ ಸರಾಸರಿ ಮಳೆ 49.6 ಮಿ.ಮೀ. ಆಗಿದೆ. ಮಂಗಳೂರಿನಲ್ಲಿ 85.5 ಮಿ.ಮೀ. ಮಳೆ ದಾಖಲಾಗಿದೆ. ಬೆಳ್ತಂಗಡಿ 35.2 ಮಿ.ಮೀ, ಬಂಟ್ವಾಳ 43.4 ಮಿ.ಮೀ, ಪುತ್ತೂರು 53.8 ಮಿ.ಮೀ, ಸುಳ್ಯ 72.8 ಮಿ.ಮೀ, ಮೂಡುಬಿದಿರೆ 32.4 ಮಿ.ಮೀ, ಕಡಬ 37.7 ಮಿ.ಮೀ, ಮುಲ್ಕಿ 70 ಮಿ.ಮೀ. ಹಾಗೂ ಉಳ್ಳಾಲ 46.8 ಮಿ.ಮೀ. ಮಳೆ ದಾಖಲಾಗಿದೆ. <box>46 1512 284 1639</box>
lead-col-2-text: ಗಳನ್ನು ಸ್ಥಳೀಯ ಪೊಲೀಸ್ ಠಾಣೆಗಳಲ್ಲಿ ಕಂಟ್ರೋಲ್ ರೂಮ್ ಅಳವಡಿಸಿ ನಿರಂತರವಾಗಿ ನಿಗಾ ಇಡಲಾಗುತ್ತದೆ. ಇದು ಅಪರಾಧ ಪತ್ತೆಗೆ ಸಹಕಾರಿಯಾಗಲಿದೆ. ಎಲ್ಲೆಲ್ಲಿ ಕ್ಯಾಮರಾ? ಉಡುಪಿ ನಗರ, ಕಲ್ಸಂಕ, ಕರಾವಳಿ ಜಂಕ್ಷನ್, <box>557 534 776 623</box>
lead-sidebox-body: ಈಗಾಗಲೇ ಸಿಸಿ ಕ್ಯಾಮರಾ ಅಳವಡಿಕೆ ಕಾರ್ಯ ಆರಂಭವಾಗಿದ್ದು ಹಲವು ಕಡೆಗಳಲ್ಲಿ ಅಳವಡಿಕೆ ಪೂರ್ಣವಾಗಿದೆ. ನವೆಂಬರ್ ಒಳಗೆ ಎಲ್ಲಾ ಕಡೆಗಳಲ್ಲಿ ಸಿಸಿ ಕ್ಯಾಮರಾ ಅಳವಡಿಕೆ ಪೂರ್ಣವಾಗುವ ನಿರೀಕ್ಷೆ ಹೊಂದಲಾಗಿದೆ. <box>1023 366 1235 451</box>
lead-col-3: ಇಂದ್ರಾಳಿ ಬ್ರಹ್ಮಗಿರಿ ಸರ್ಕಲ್, ಮಣಿಪಾಲ, ಸಂತೆಕಟ್ಟೆ, ಕಟಪಾಡಿ, ಉದ್ಯಾವರ ಸೇರಿದಂತೆ ಪ್ರಮುಖ ಜಂಕ್ಷನ್‌ಗಳಲ್ಲಿ ಅಳವಡಿಸಲಾಗುತ್ತದೆ. ಕುಂದಾಪುರ ವ್ಯಾಪ್ತಿಯ ಶಾಸ್ತ್ರಿ ಸರ್ಕಲ್, ಬೈಂದೂರು, ಕಾರ್ಕಳ ನಗರಗಳ ಪ್ರಮುಖ ಸ್ಥಳಗಳಲ್ಲಿ ಕ್ಯಾಮರಾಗಳು ಅಳವಡಿಕೆಯಾಗಲಿವೆ. <box>787 534 1006 642</box>
santosh-body-1: ಕೋಟ: ಯುವ ಮನಸ್ಸುಗಳಿಗೆ ಸಂತೋಷ್ ಕುಮಾರ್ ಕೋಟ ಅವರ ವ್ಯಕ್ತಿತ್ವ ಮಾದರಿಯಾಗಿದೆ ಎಂದು ಕೋಟ ಜನಸೇವಾ ಟ್ರಸ್ಟ್ ಅಧ್ಯಕ್ಷ ಆನಂದ್ ಸಿ. ಕುಂದರ್ ಹೇಳಿದರು. ಇತ್ತೀಚೆಗೆ ನಿಧನರಾದ ಯುವ ಸಾಹಿತಿ, ಶಿಕ್ಷಣ ಪ್ರೇಮಿ ಸಂತೋಷ್ ಕುಮಾರ್ ಅವರ ನುಡಿನಮನ ಕಾರ್ಯಕ್ರಮದಲ್ಲಿ ಮಾತನಾಡಿದರು. ಅವರ ಸೇವಾ ಮನೋಭಾವ ಪ್ರತಿಯೊಬ್ಬರಿಗೂ ಪ್ರೇರಣೆ ಎಂದರು. <box>315 1660 499 1823</box>
shantaram-story <box>722 1336 1117 1942</box>
lead-sidebox <box>1014 336 1244 524</box>
masthead <box>46 45 1501 170</box>
lead-col-2 <box>557 532 776 705</box>
lead-photo-caption: ಪ್ರಾತಿನಿಧಿಕ ಚಿತ್ರ <box>1014 321 1058 332</box>
page-number: 8 <box>46 45 123 170</box>
lead-sidebox-title: ನವೆಂಬರ್ ಒಳಗೆ ಕಾಮಗಾರಿ ಪೂರ್ಣ <box>1023 344 1200 362</box>
kaapu-info-item-text: ಶ್ರೀ ವಿಶ್ವಪ್ರಸನ್ನತೀರ್ಥ ಶ್ರೀಪಾದರಿಂದ ಉದ್ಘಾಟನೆ <box>516 1023 667 1053</box>
